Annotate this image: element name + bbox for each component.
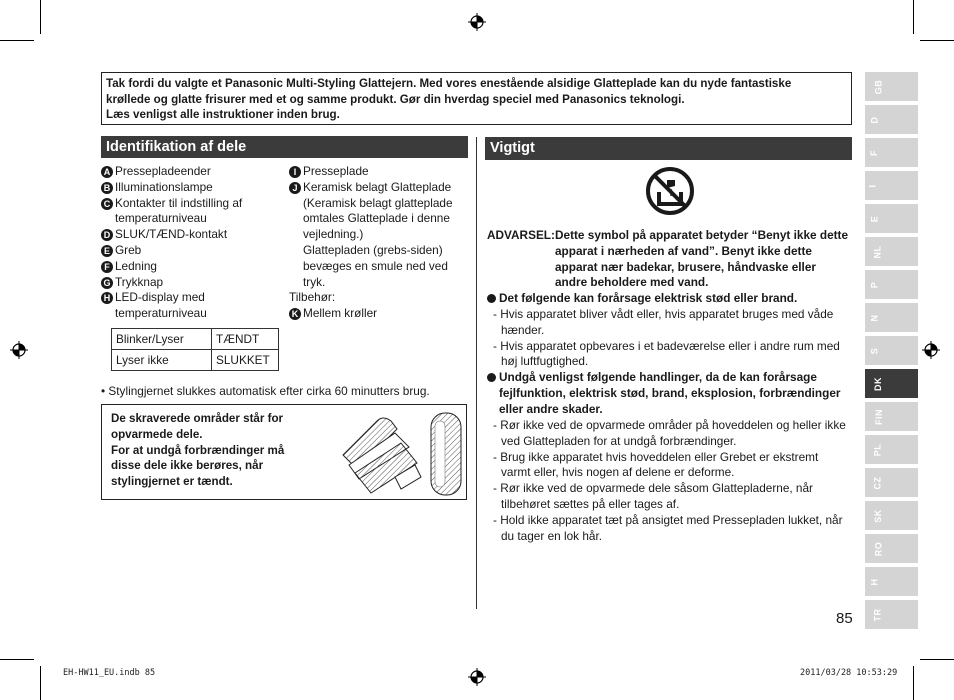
part-label: bevæges en smule ned ved	[303, 258, 448, 273]
language-tab-label: NL	[872, 245, 883, 258]
language-tab-tr[interactable]	[865, 600, 918, 629]
language-tab-label: F	[869, 149, 879, 156]
item-line: - Rør ikke ved de opvarmede dele såsom Glattepladerne, når	[493, 481, 813, 496]
language-tab-h[interactable]	[865, 567, 918, 596]
language-tab-label: FIN	[874, 408, 884, 425]
registration-mark-icon	[922, 341, 940, 359]
item-line: - Hold ikke apparatet tæt på ansigtet med Pressepladen lukket, når	[493, 512, 843, 527]
part-label: Ledning	[115, 258, 157, 273]
language-tab-e[interactable]	[865, 204, 918, 233]
language-tab-label: GB	[873, 79, 884, 94]
language-tab-label: H	[869, 578, 880, 585]
language-tab-nl[interactable]	[865, 237, 918, 266]
language-tab-label: N	[869, 314, 880, 321]
part-label: Mellem krøller	[303, 306, 378, 321]
warning-label: ADVARSEL:	[487, 228, 555, 242]
hot-areas-text	[111, 411, 311, 490]
page-number: 85	[836, 610, 853, 627]
intro-box	[101, 72, 852, 125]
item-line: hænder.	[501, 322, 545, 337]
item-line: - Rør ikke ved de opvarmede områder på hoveddelen og heller ikke	[493, 418, 846, 432]
part-letter-badge: J	[289, 182, 301, 194]
part-label: Trykknap	[115, 274, 164, 289]
language-tab-d[interactable]	[865, 105, 918, 134]
item-line: - Brug ikke apparatet hvis hoveddelen eller Grebet er ekstremt	[493, 449, 819, 464]
part-label: Greb	[115, 243, 142, 257]
warning-line: apparat i nærheden af vand”. Benyt ikke dette	[555, 243, 812, 258]
item-line: varmt eller, hvis nogen af delene er deforme.	[501, 465, 735, 480]
intro-line: Tak fordi du valgte et Panasonic Multi-Styling Glattejern. Med vores enestående alsidige Glatteplade kan du nyde fantastiske	[106, 77, 792, 90]
part-label: SLUK/TÆND-kontakt	[115, 227, 228, 242]
part-letter-badge: G	[101, 277, 113, 289]
part-letter-badge: E	[101, 245, 113, 257]
no-water-warning-icon	[645, 166, 695, 216]
warning-line: andre beholdere med vand.	[555, 275, 709, 290]
hot-line: De skraverede områder står for	[111, 412, 284, 425]
crop-mark	[0, 40, 34, 41]
registration-mark-icon	[468, 13, 486, 31]
language-tab-p[interactable]	[865, 270, 918, 299]
part-label: Illuminationslampe	[115, 179, 213, 194]
intro-line: Læs venligst alle instruktioner inden brug.	[106, 108, 340, 122]
item-line: - Hvis apparatet opbevares i et badeværelse eller i andre rum med	[493, 338, 840, 353]
table-cell: SLUKKET	[212, 350, 279, 371]
hair-iron-illustration-icon	[335, 407, 465, 499]
part-label: Keramisk belagt Glatteplade	[303, 179, 452, 194]
language-tab-label: S	[869, 347, 880, 354]
hot-line: stylingjernet er tændt.	[111, 475, 233, 489]
led-status-table	[111, 328, 279, 371]
language-tab-sk[interactable]	[865, 501, 918, 530]
hot-line: disse dele ikke berøres, når	[111, 459, 264, 473]
item-line: du tager en lok hår.	[501, 528, 602, 543]
registration-mark-icon	[10, 341, 28, 359]
column-divider	[476, 137, 477, 609]
language-tab-s[interactable]	[865, 336, 918, 365]
language-tab-dk[interactable]	[865, 369, 918, 398]
warning-line: apparat nær badekar, brusere, håndvaske eller	[555, 259, 816, 274]
part-label: omtales Glatteplade i denne	[303, 211, 450, 226]
language-tab-f[interactable]	[865, 138, 918, 167]
identification-header: Identifikation af dele	[101, 136, 468, 158]
part-letter-badge: K	[289, 308, 301, 320]
part-label: Presseplade	[303, 164, 369, 178]
crop-mark	[913, 0, 914, 34]
language-tab-cz[interactable]	[865, 468, 918, 497]
language-tab-i[interactable]	[865, 171, 918, 200]
part-letter-badge: D	[101, 229, 113, 241]
table-row	[112, 329, 279, 350]
language-tab-label: TR	[872, 608, 883, 621]
language-tab-ro[interactable]	[865, 534, 918, 563]
part-label: tryk.	[303, 274, 326, 289]
section-heading	[499, 370, 841, 417]
warning-item	[493, 307, 840, 370]
heading-line: fejlfunktion, elektrisk stød, brand, eksplosion, forbrændinger	[499, 385, 841, 400]
language-tab-gb[interactable]	[865, 72, 918, 101]
crop-mark	[40, 0, 41, 34]
crop-mark	[40, 666, 41, 700]
part-label: LED-display med	[115, 290, 205, 305]
language-tab-label: I	[867, 183, 878, 188]
hot-areas-box	[101, 404, 467, 500]
language-tab-label: PL	[872, 443, 883, 456]
language-tab-label: D	[869, 116, 880, 123]
part-label: Kontakter til indstilling af	[115, 195, 243, 210]
heading-line: Undgå venligst følgende handlinger, da de kan forårsage	[499, 370, 817, 384]
warning-item	[493, 418, 846, 544]
part-label: temperaturniveau	[115, 211, 207, 226]
section-heading: Det følgende kan forårsage elektrisk stød eller brand.	[499, 291, 798, 305]
crop-mark	[920, 40, 954, 41]
crop-mark	[920, 659, 954, 660]
item-line: tilbehøret sættes på eller tages af.	[501, 496, 680, 511]
language-tab-n[interactable]	[865, 303, 918, 332]
part-letter-badge: I	[289, 166, 301, 178]
language-tab-label: RO	[873, 541, 884, 556]
part-label: Glattepladen (grebs-siden)	[303, 243, 443, 257]
intro-line: krøllede og glatte frisurer med et og samme produkt. Gør din hverdag speciel med Panasonics teknologi.	[106, 92, 685, 106]
footer-datetime: 2011/03/28 10:53:29	[800, 668, 898, 678]
language-tab-label: DK	[873, 376, 883, 391]
table-row	[112, 350, 279, 371]
part-letter-badge: H	[101, 292, 113, 304]
hot-line: opvarmede dele.	[111, 427, 203, 441]
language-tab-label: E	[869, 215, 880, 222]
part-letter-badge: B	[101, 182, 113, 194]
footer-file: EH-HW11_EU.indb 85	[63, 668, 156, 678]
language-tab-label: P	[869, 281, 880, 288]
table-cell: TÆNDT	[212, 329, 279, 350]
hot-line: For at undgå forbrændinger må	[111, 443, 285, 457]
heading-line: eller andre skader.	[499, 401, 603, 416]
auto-off-note: • Stylingjernet slukkes automatisk efter cirka 60 minutters brug.	[101, 384, 430, 398]
part-letter-badge: C	[101, 198, 113, 210]
table-cell: Lyser ikke	[112, 350, 212, 371]
part-letter-badge: F	[101, 261, 113, 273]
language-tab-pl[interactable]	[865, 435, 918, 464]
important-header: Vigtigt	[485, 137, 852, 160]
item-line: - Hvis apparatet bliver vådt eller, hvis apparatet bruges med våde	[493, 307, 834, 321]
part-label: temperaturniveau	[115, 306, 207, 321]
warning-line: Dette symbol på apparatet betyder “Benyt ikke dette	[555, 228, 849, 242]
warning-text	[555, 228, 848, 291]
part-label: vejledning.)	[303, 227, 364, 242]
bullet-icon	[487, 294, 496, 303]
table-cell: Blinker/Lyser	[112, 329, 212, 350]
language-tab-fin[interactable]	[865, 402, 918, 431]
bullet-icon	[487, 373, 496, 382]
item-line: ved Glattepladen for at undgå forbrændinger.	[501, 433, 737, 448]
language-tab-label: SK	[872, 508, 883, 523]
part-label: (Keramisk belagt glatteplade	[303, 195, 453, 210]
part-letter-badge: A	[101, 166, 113, 178]
part-label: Pressepladeender	[115, 164, 211, 178]
part-label: Tilbehør:	[289, 290, 336, 305]
crop-mark	[0, 659, 34, 660]
crop-mark	[913, 666, 914, 700]
language-tab-label: CZ	[872, 476, 883, 489]
registration-mark-icon	[468, 668, 486, 686]
item-line: høj luftfugtighed.	[501, 354, 589, 369]
